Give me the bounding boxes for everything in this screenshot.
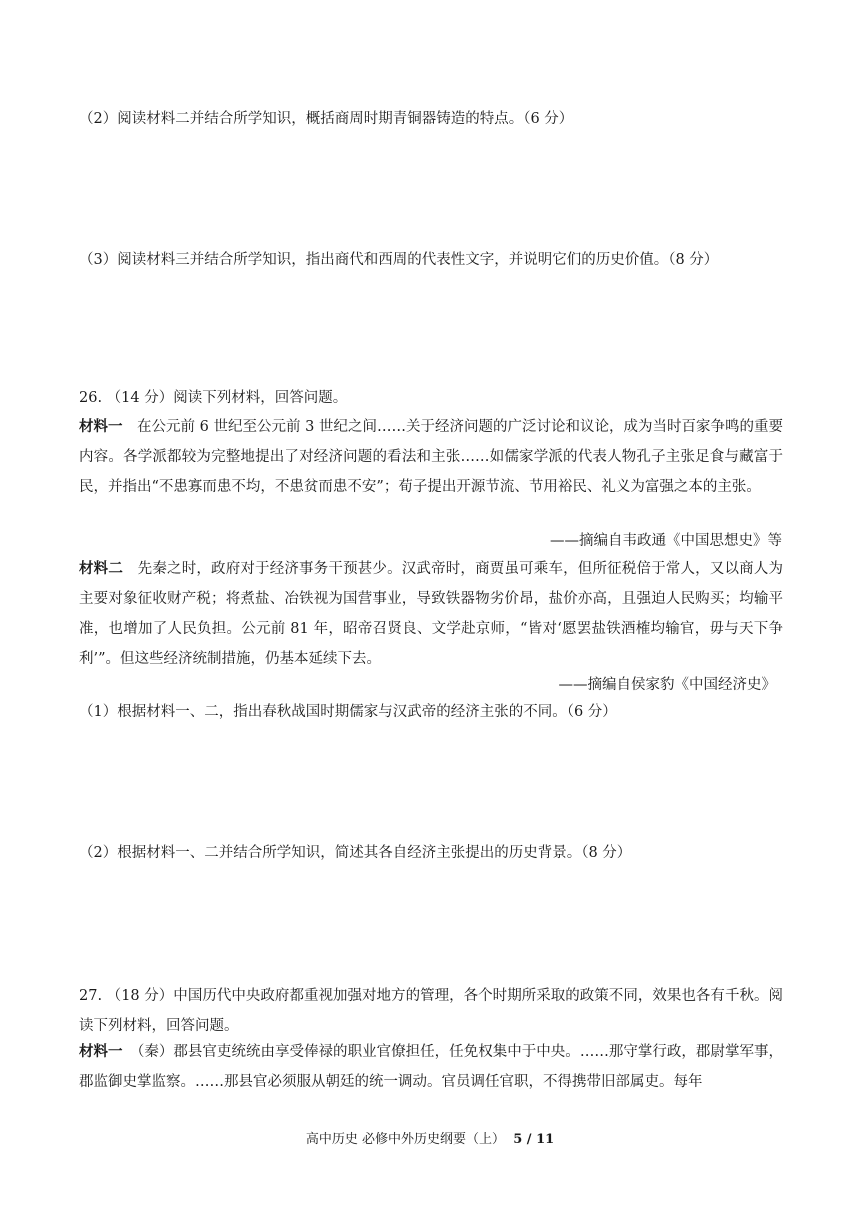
q26-sub2-prompt: （2）根据材料一、二并结合所学知识，简述其各自经济主张提出的历史背景。（8 分） [79,845,632,861]
q26-title: 26. （14 分）阅读下列材料，回答问题。 [79,390,348,406]
q26-material2-source: ——摘编自侯家豹《中国经济史》 [558,677,776,693]
material-text: （秦）郡县官吏统统由享受俸禄的职业官僚担任，任免权集中于中央。……那守掌行政，郡尉掌军事，郡监御史掌监察。……那县官必须服从朝廷的统一调动。官员调任官职，不得携带旧部属吏。每年 [79,1044,784,1090]
q26-material2 [79,554,783,674]
material-label: 材料二 [79,560,124,577]
material-text: 先秦之时，政府对于经济事务干预甚少。汉武帝时，商贾虽可乘车，但所征税倍于常人，又以商人为主要对象征收财产税；将煮盐、冶铁视为国营事业，导致铁器物劣价昂，盐价亦高，且强迫人民购买；均输平准，也增加了人民负担。公元前 81 年，昭帝召贤良、文学赴京师，“皆对‘愿罢盐铁酒榷均输官，毋与天下争利’”。但这些经济统制措施，仍基本延续下去。 [79,561,784,667]
q25-sub3-prompt: （3）阅读材料三并结合所学知识，指出商代和西周的代表性文字，并说明它们的历史价值。（8 分） [79,252,719,268]
material-label: 材料一 [79,1043,123,1060]
q27-title: 27. （18 分）中国历代中央政府都重视加强对地方的管理，各个时期所采取的政策不同，效果也各有千秋。阅读下列材料，回答问题。 [79,988,783,1034]
q26-material1-source: ——摘编自韦政通《中国思想史》等 [550,533,782,549]
material-label: 材料一 [79,418,123,435]
q26-material1 [79,412,783,502]
q27-material1 [79,1037,783,1097]
page-number: 5 / 11 [513,1132,555,1147]
footer-course: 高中历史 必修中外历史纲要（上） [305,1132,505,1147]
q25-sub2-prompt: （2）阅读材料二并结合所学知识，概括商周时期青铜器铸造的特点。（6 分） [79,111,574,127]
material-text: 在公元前 6 世纪至公元前 3 世纪之间……关于经济问题的广泛讨论和议论，成为当时百家争鸣的重要内容。各学派都较为完整地提出了对经济问题的看法和主张……如儒家学派的代表人物孔子主张足食与藏富于民，并指出“不患寡而患不均，不患贫而患不安”；荀子提出开源节流、节用裕民、礼义为富强之本的主张。 [79,419,784,495]
q26-sub1-prompt: （1）根据材料一、二，指出春秋战国时期儒家与汉武帝的经济主张的不同。（6 分） [79,704,617,720]
page-footer [0,1128,860,1147]
